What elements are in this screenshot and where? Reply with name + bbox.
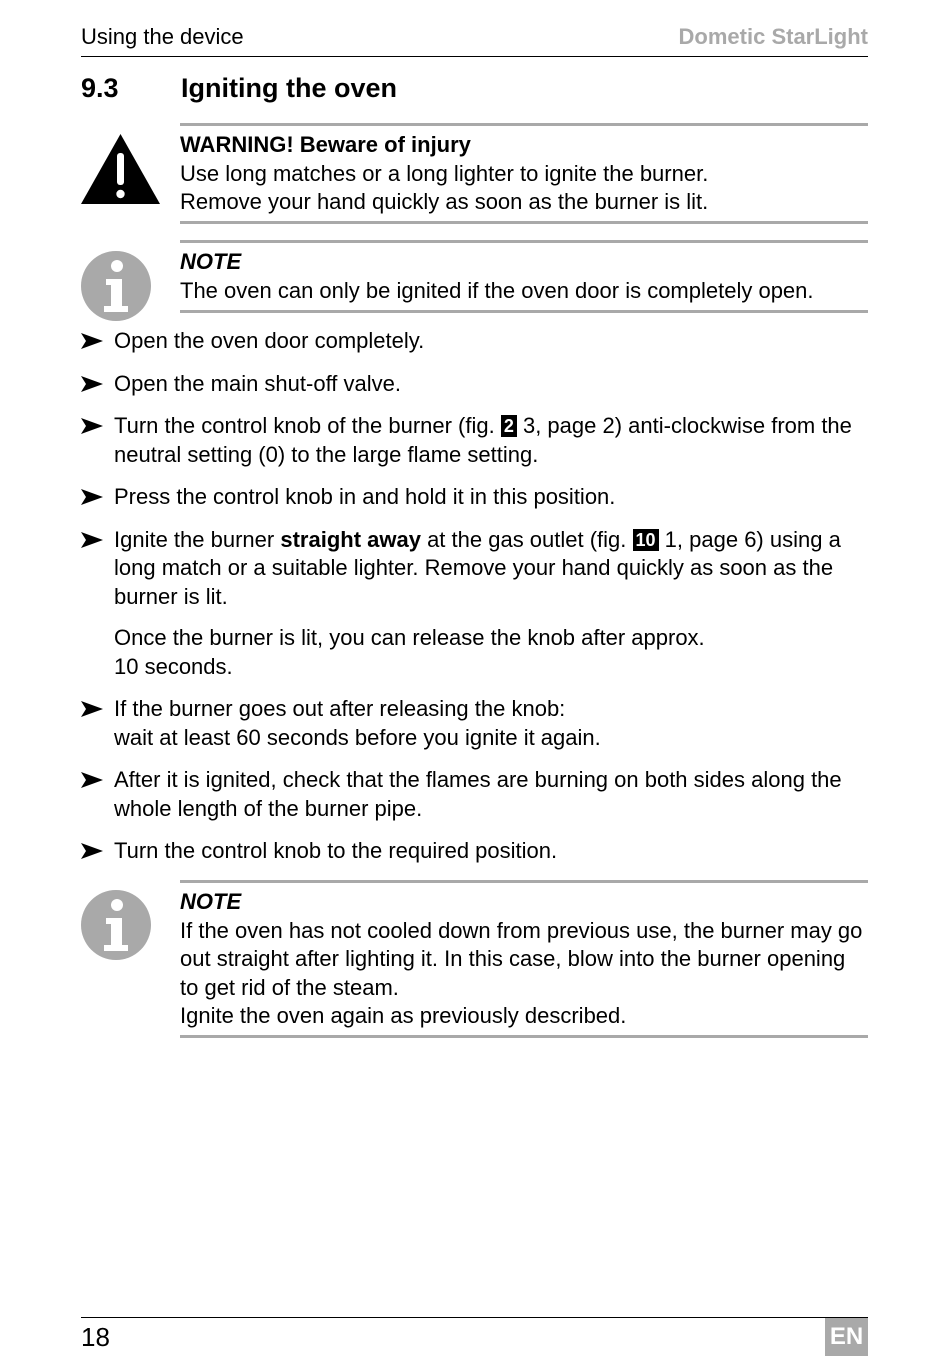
arrow-bullet-icon: [81, 418, 103, 434]
arrow-bullet-icon: [81, 843, 103, 859]
warning-title: WARNING! Beware of injury: [180, 132, 471, 157]
section-number: 9.3: [81, 73, 119, 103]
warning-line: Use long matches or a long lighter to ignite the burner.: [180, 160, 709, 186]
step-item: [81, 483, 868, 512]
step-text: Turn the control knob to the required position.: [114, 838, 558, 863]
figure-ref-badge: 10: [633, 529, 659, 551]
emphasis-text: straight away: [280, 526, 421, 552]
arrow-bullet-icon: [81, 489, 103, 505]
note-text: The oven can only be ignited if the oven door is completely open.: [180, 277, 814, 303]
step-item: [81, 370, 868, 399]
step-text: Ignite the burner straight away at the gas outlet (fig. 10 1, page 6) using a long match or a suitable lighter. Remove your hand quickly as soon as the burner is lit.: [114, 526, 841, 609]
header-brand: Dometic StarLight: [678, 24, 868, 49]
figure-ref-badge: 2: [501, 415, 517, 437]
note-title: NOTE: [180, 249, 242, 274]
header-section-label: Using the device: [81, 24, 244, 49]
note-text: If the oven has not cooled down from previous use, the burner may go out straight after lighting it. In this case, blow into the burner opening to get rid of the steam.: [180, 917, 863, 1000]
page-header: [81, 24, 868, 57]
step-text: Open the oven door completely.: [114, 328, 425, 353]
step-text: Turn the control knob of the burner (fig. 2 3, page 2) anti-clockwise from the neutral setting (0) to the large flame setting.: [114, 413, 852, 467]
step-continuation: Once the burner is lit, you can release the knob after approx. 10 seconds.: [114, 625, 705, 679]
step-text: Open the main shut-off valve.: [114, 370, 401, 396]
step-item: [81, 766, 868, 823]
arrow-bullet-icon: [81, 701, 103, 717]
arrow-bullet-icon: [81, 772, 103, 788]
arrow-bullet-icon: [81, 333, 103, 349]
step-text: Press the control knob in and hold it in this position.: [114, 484, 616, 509]
language-badge: EN: [825, 1318, 868, 1356]
note-box: [180, 240, 868, 313]
note-text: Ignite the oven again as previously described.: [180, 1003, 627, 1028]
step-item: [81, 412, 868, 469]
note-title: NOTE: [180, 889, 242, 914]
step-item: [81, 837, 868, 866]
note-box: [180, 880, 868, 1038]
step-item: [81, 526, 868, 682]
footer-rule: [81, 1317, 868, 1318]
arrow-bullet-icon: [81, 532, 103, 548]
step-item: [81, 327, 868, 356]
step-text: After it is ignited, check that the flames are burning on both sides along the whole length of the burner pipe.: [114, 767, 842, 821]
info-icon: [80, 889, 152, 961]
info-icon: [80, 250, 152, 322]
warning-box: [180, 123, 868, 224]
warning-triangle-icon: [80, 133, 161, 205]
instruction-steps: [81, 327, 868, 880]
page-number: 18: [81, 1322, 110, 1352]
section-title: Igniting the oven: [181, 73, 397, 103]
arrow-bullet-icon: [81, 376, 103, 392]
step-text: If the burner goes out after releasing the knob: wait at least 60 seconds before you ignite it again.: [114, 696, 601, 750]
step-item: [81, 695, 868, 752]
warning-line: Remove your hand quickly as soon as the burner is lit.: [180, 189, 709, 214]
